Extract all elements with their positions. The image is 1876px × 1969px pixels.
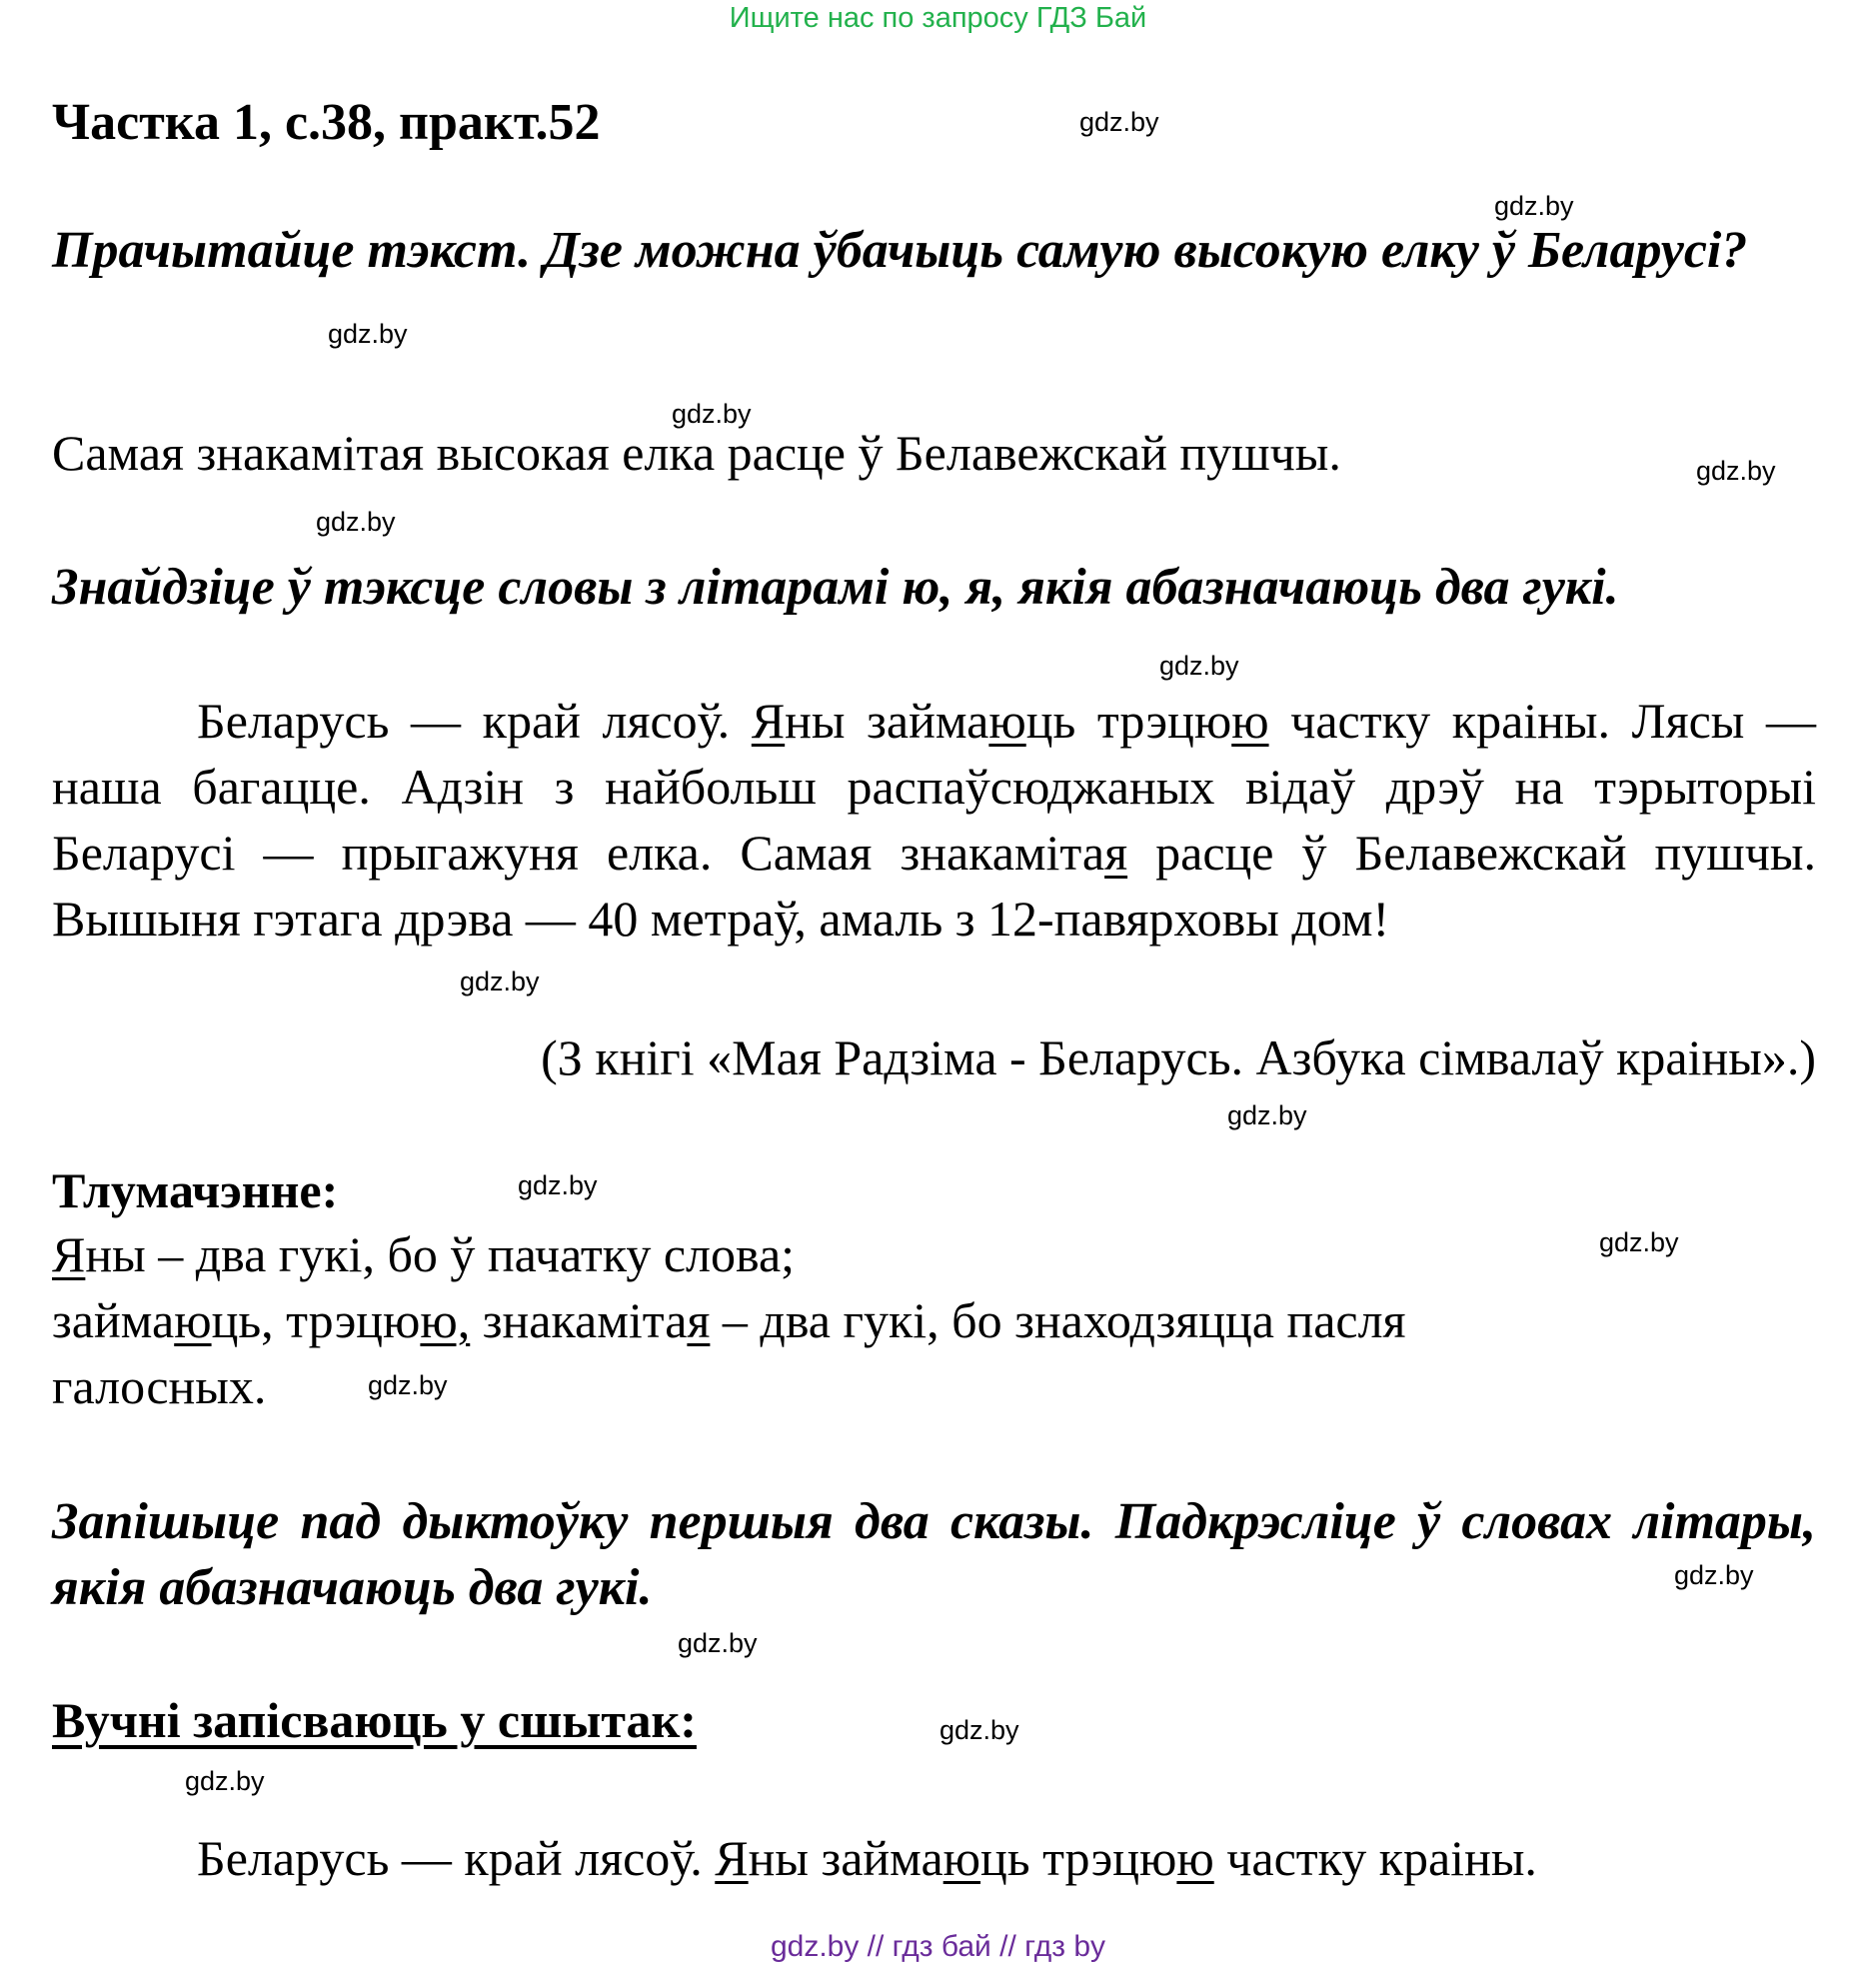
task-1: Прачытайце тэкст. Дзе можна ўбачыць самую высокую елку ў Беларусі?	[52, 222, 1748, 279]
notebook-heading-text: Вучні запісваюць у сшытак:	[52, 1692, 697, 1748]
watermark: gdz.by	[1227, 1100, 1307, 1130]
watermark: gdz.by	[368, 1370, 448, 1400]
underlined-letter: Я	[715, 1830, 749, 1886]
text-part: Беларусь — край лясоў.	[197, 693, 752, 749]
watermark: gdz.by	[1079, 107, 1159, 137]
underlined-letter: я	[687, 1292, 711, 1348]
underlined-letter: ю	[988, 693, 1026, 749]
text-source: (З кнігі «Мая Радзіма - Беларусь. Азбука сімвалаў краіны».)	[541, 1029, 1816, 1085]
text-part: – два гукі, бо знаходзяцца пасля	[710, 1292, 1406, 1348]
text-part: Беларусь — край лясоў.	[197, 1830, 716, 1886]
watermark: gdz.by	[1159, 651, 1239, 681]
explanation-line-1	[52, 1221, 795, 1287]
footer: gdz.by // гдз бай // гдз by	[770, 1930, 1106, 1963]
top-banner: Ищите нас по запросу ГДЗ Бай	[729, 2, 1147, 34]
text-part: частку краіны. Лясы — наша багацце. Адзін з найбольш распаўсюджаных відаў дрэў на тэрыторыі Беларусі — прыгажуня елка. Самая знакаміта	[52, 693, 1817, 881]
task-3: Запішыце пад дыктоўку першыя два сказы. Падкрэсліце ў словах літары, якія абазначаюць два гукі.	[52, 1493, 1816, 1616]
watermark: gdz.by	[185, 1766, 265, 1796]
underlined-letter: Я	[52, 1226, 86, 1282]
text-part: знакаміта	[470, 1292, 688, 1348]
watermark: gdz.by	[518, 1170, 598, 1200]
answer-1: Самая знакамітая высокая елка расце ў Белавежскай пушчы.	[52, 425, 1341, 481]
underlined-letter: ю	[1231, 693, 1269, 749]
task-2: Знайдзіце ў тэксце словы з літарамі ю, я, якія абазначаюць два гукі.	[52, 559, 1619, 616]
text-part: ны займа	[748, 1830, 943, 1886]
underlined-letter: ю	[1176, 1830, 1214, 1886]
watermark: gdz.by	[1674, 1560, 1754, 1590]
explanation-heading: Тлумачэнне:	[52, 1162, 339, 1218]
text-part: ць трэцю	[1025, 693, 1232, 749]
text-part: ць трэцю	[980, 1830, 1177, 1886]
watermark: gdz.by	[460, 967, 540, 996]
watermark: gdz.by	[1696, 456, 1776, 486]
text-part: частку краіны.	[1213, 1830, 1537, 1886]
notebook-line	[197, 1825, 1537, 1891]
watermark: gdz.by	[678, 1628, 758, 1658]
watermark: gdz.by	[328, 319, 408, 349]
underlined-letter: ю	[942, 1830, 981, 1886]
watermark: gdz.by	[939, 1715, 1019, 1745]
watermark: gdz.by	[316, 507, 396, 537]
watermark: gdz.by	[1494, 191, 1574, 221]
text-part: ць, трэцю	[211, 1292, 421, 1348]
watermark: gdz.by	[1599, 1227, 1679, 1257]
text-part: ны займа	[785, 693, 989, 749]
explanation-line-2	[52, 1287, 1406, 1353]
watermark: gdz.by	[672, 399, 752, 429]
underlined-letter: ю	[174, 1292, 212, 1348]
reading-text	[52, 688, 1816, 952]
notebook-heading	[52, 1689, 697, 1751]
underlined-letter: ю,	[420, 1292, 471, 1348]
explanation-line-3: галосных.	[52, 1358, 267, 1414]
text-part: расце ў Белавежскай пушчы. Вышыня гэтага дрэва — 40 метраў, амаль з 12-павярховы дом!	[52, 825, 1816, 947]
text-part: займа	[52, 1292, 175, 1348]
text-part: ны – два гукі, бо ў пачатку слова;	[85, 1226, 796, 1282]
underlined-letter: Я	[751, 693, 786, 749]
underlined-letter: я	[1104, 825, 1128, 881]
page-title: Частка 1, с.38, практ.52	[52, 94, 601, 151]
